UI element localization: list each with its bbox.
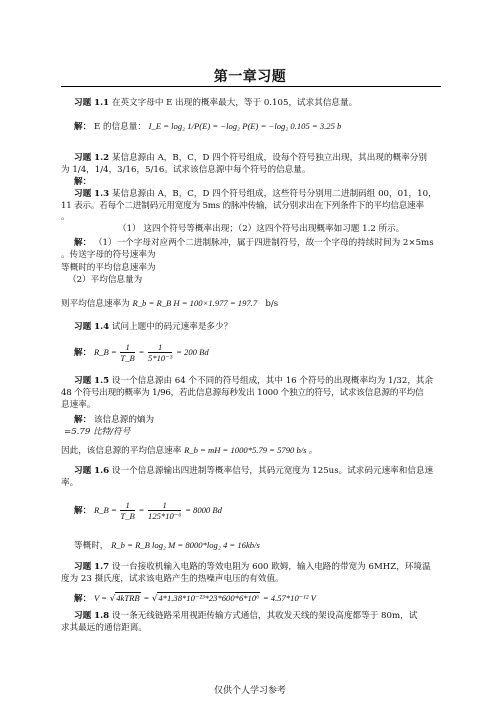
problem-text: 设一条无线链路采用视距传输方式通信，其收发天线的架设高度都等于 80m，试	[111, 611, 418, 621]
problem-label: 习题 1.6	[74, 466, 110, 476]
equation-rhs: = 200 Bd	[176, 347, 209, 357]
page-footer: 仅供个人学习参考	[213, 686, 286, 696]
problem-1-3-line1	[74, 189, 456, 200]
solution-text: 则平均信息速率为	[61, 299, 130, 309]
solution-1-3-line1	[74, 238, 456, 249]
equation: R_b = R_B log₂ M = 8000*log₂ 4 = 16kb/s	[111, 540, 260, 550]
solution-1-6-line1	[74, 500, 456, 521]
solution-label: 解：	[74, 415, 92, 425]
problem-1-3-line2: 11 表示。若每个二进制码元用宽度为 5ms 的脉冲传输，试分别求出在下列条件下的平均信息速率	[61, 201, 424, 211]
problem-label: 习题 1.7	[74, 562, 110, 572]
solution-1-7: 解： V = √4kTRB = √4*1.38*10⁻²³*23*600*6*10⁶ = 4.57*10⁻¹² V	[74, 593, 316, 604]
problem-text: 设一个信息源由 64 个不同的符号组成，其中 16 个符号的出现概率均为 1/32，其余	[111, 376, 434, 386]
solution-label: 解：	[74, 348, 92, 358]
equation-rhs: = 4.57*10⁻¹² V	[262, 593, 316, 603]
equation-lhs: R_B =	[93, 347, 117, 357]
equation-lhs: V =	[93, 593, 107, 603]
solution-1-1	[74, 121, 456, 133]
problem-text: 试问上题中的码元速率是多少？	[111, 322, 233, 332]
fraction-denominator: 125*10⁻⁶	[148, 511, 182, 521]
problem-1-7-line2: 度为 23 摄氏度，试求该电路产生的热噪声电压的有效值。	[61, 574, 284, 584]
problem-label: 习题 1.3	[74, 189, 110, 199]
solution-1-3-line2: 。传送字母的符号速率为	[61, 250, 156, 260]
problem-label: 习题 1.5	[74, 376, 110, 386]
solution-text: 等概时，	[74, 541, 109, 551]
problem-label: 习题 1.2	[74, 153, 110, 163]
equation: R_b = mH = 1000*5.79 = 5790 b/s 。	[184, 445, 318, 455]
problem-1-6-line1	[74, 466, 456, 477]
equation: I_E = log₂ 1/P(E) = −log₂ P(E) = −log₂ 0.105 = 3.25 b	[148, 121, 342, 131]
equals-sign: =	[138, 505, 145, 515]
solution-1-5-line3	[61, 445, 443, 457]
equals-sign: =	[143, 593, 150, 603]
equation-lhs: R_B =	[93, 505, 117, 515]
problem-1-8-line1	[74, 611, 456, 622]
problem-1-5-line2: 48 个符号出现的概率为 1/96，若此信息源每秒发出 1000 个独立的符号，试求该信息源的平均信	[61, 388, 424, 398]
problem-1-8-line2: 求其最远的通信距离。	[61, 623, 147, 633]
problem-1-1	[74, 98, 456, 109]
fraction-numerator: 1	[148, 342, 172, 353]
solution-1-3-line3: 等概时的平均信息速率为	[61, 263, 156, 273]
solution-text: 因此，该信息源的平均信息速率	[61, 446, 182, 456]
fraction	[148, 342, 172, 363]
solution-1-5-line1	[74, 415, 456, 426]
problem-label: 习题 1.4	[74, 322, 110, 332]
fraction	[120, 500, 134, 521]
solution-text: E 的信息量：	[93, 122, 146, 132]
problem-label: 习题 1.1	[74, 98, 110, 108]
problem-text: 某信息源由 A，B，C，D 四个符号组成，这些符号分别用二进制码组 00，01，10，	[111, 189, 437, 199]
sqrt-argument: 4*1.38*10⁻²³*23*600*6*10⁶	[158, 593, 260, 603]
fraction-numerator: 1	[148, 500, 181, 511]
problem-1-5-line3: 息速率。	[61, 400, 96, 410]
fraction-numerator: 1	[120, 342, 134, 353]
problem-1-4	[74, 322, 456, 333]
equals-sign: =	[138, 347, 145, 357]
solution-text: 该信息源的熵为	[93, 415, 155, 425]
solution-1-6-line2	[74, 540, 456, 552]
chapter-title: 第一章习题	[213, 69, 287, 85]
fraction-denominator: T_B	[120, 353, 135, 363]
problem-text: 在英文字母中 E 出现的概率最大，等于 0.105，试求其信息量。	[111, 98, 358, 108]
problem-1-3-line3: 。	[61, 212, 70, 222]
problem-1-2-line1	[74, 153, 456, 164]
solution-1-5-line2: =5.79 比特/符号	[64, 427, 131, 437]
solution-label: 解：	[74, 594, 92, 604]
unit: b/s	[265, 299, 279, 309]
problem-1-2-line2: 为 1/4，1/4，3/16，5/16。试求该信息源中每个符号的信息量。	[61, 165, 311, 175]
problem-text: 设一台接收机输入电路的等效电阻为 600 欧姆，输入电路的带宽为 6MHZ，环境温	[111, 562, 431, 572]
problem-1-3-conditions: （1） 这四个符号等概率出现；（2）这四个符号出现概率如习题 1.2 所示。	[118, 224, 405, 234]
problem-1-5-line1	[74, 376, 456, 387]
equation: R_b = R_B H = 100×1.977 = 197.7	[132, 298, 258, 308]
sqrt-argument: 4kTRB	[116, 593, 140, 603]
solution-label: 解：	[74, 122, 92, 132]
fraction	[148, 500, 181, 521]
solution-label: 解：	[74, 238, 92, 248]
problem-label: 习题 1.8	[74, 611, 110, 621]
solution-1-2: 解：	[74, 177, 92, 187]
solution-text: （1）一个字母对应两个二进制脉冲，属于四进制符号，故一个字母的持续时间为 2×5ms	[93, 238, 434, 248]
fraction-denominator: 5*10⁻³	[148, 353, 173, 363]
problem-1-7-line1	[74, 562, 456, 573]
solution-1-4	[74, 342, 456, 363]
solution-label: 解：	[74, 506, 92, 516]
solution-1-3-line4: （2）平均信息量为	[68, 275, 143, 285]
title-rule	[61, 86, 441, 87]
solution-1-3-line5	[61, 298, 443, 310]
problem-1-6-line2: 率。	[61, 478, 79, 488]
problem-text: 某信息源由 A，B，C，D 四个符号组成，设每个符号独立出现，其出现的概率分别	[111, 153, 427, 163]
equation-rhs: = 8000 Bd	[185, 505, 222, 515]
fraction-numerator: 1	[120, 500, 134, 511]
problem-text: 设一个信息源输出四进制等概率信号，其码元宽度为 125us。试求码元速率和信息速	[111, 466, 434, 476]
fraction-denominator: T_B	[120, 511, 135, 521]
fraction	[120, 342, 134, 363]
